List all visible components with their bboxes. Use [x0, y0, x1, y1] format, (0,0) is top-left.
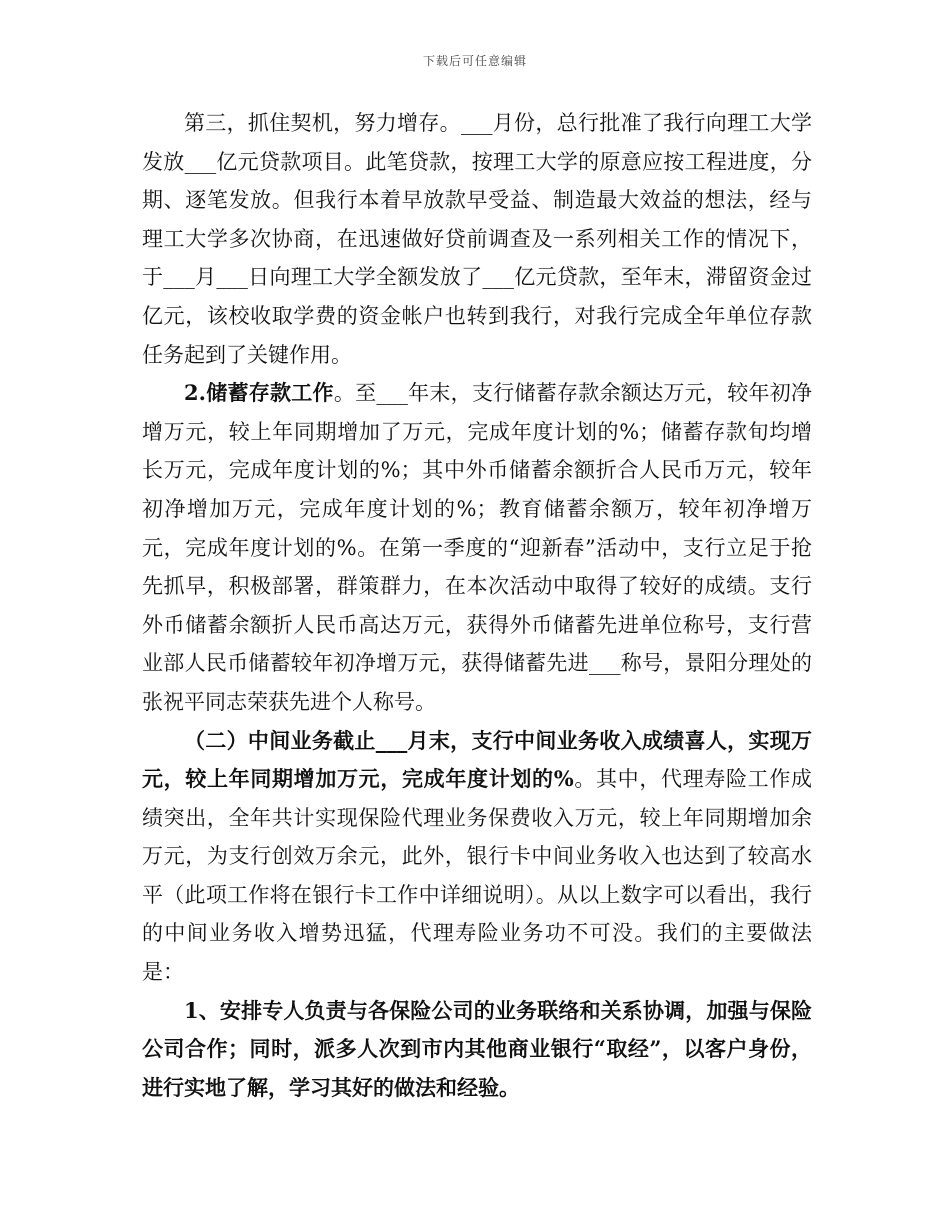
paragraph-measure-one: 1、安排专人负责与各保险公司的业务联络和关系协调，加强与保险公司合作；同时，派多人次到市内其他商业银行“取经”，以客户身份，进行实地了解，学习其好的做法和经验。: [142, 997, 812, 1100]
paragraph-unit-deposits: 第三，抓住契机，努力增存。___月份，总行批准了我行向理工大学发放___亿元贷款项目。此笔贷款，按理工大学的原意应按工程进度，分期、逐笔发放。但我行本着早放款早受益、制造最大效益的想法，经与理工大学多次协商，在迅速做好贷前调查及一系列相关工作的情况下，于___月___日向理工大学全额发放了___亿元贷款，至年末，滞留资金过亿元，该校收取学费的资金帐户也转到我行，对我行完成全年单位存款任务起到了关键作用。: [142, 111, 812, 367]
paragraph-heading-intermediate: （二）中间业务截止___月末，支行中间业务收入成绩喜人，实现万元，较上年同期增加万元，完成年度计划的%: [142, 727, 812, 792]
paragraph-savings-deposits: [142, 374, 812, 721]
paragraph-body-intermediate: 。其中，代理寿险工作成绩突出，全年共计实现保险代理业务保费收入万元，较上年同期增加余万元，为支行创效万余元，此外，银行卡中间业务收入也达到了较高水平（此项工作将在银行卡工作中详细说明）。从以上数字可以看出，我行的中间业务收入增势迅猛，代理寿险业务功不可没。我们的主要做法是：: [142, 767, 813, 985]
page-header: 下载后可任意编辑: [422, 54, 527, 68]
paragraph-body-savings: 。至___年末，支行储蓄存款余额达万元，较年初净增万元，较上年同期增加了万元，完成年度计划的%；储蓄存款旬均增长万元，完成年度计划的%；其中外币储蓄余额折合人民币万元，较年初净增加万元，完成年度计划的%；教育储蓄余额万，较年初净增万元，完成年度计划的%。在第一季度的“迎新春”活动中，支行立足于抢先抓早，积极部署，群策群力，在本次活动中取得了较好的成绩。支行外币储蓄余额折人民币高达万元，获得外币储蓄先进单位称号，支行营业部人民币储蓄较年初净增万元，获得储蓄先进___称号，景阳分理处的张祝平同志荣获先进个人称号。: [142, 381, 812, 714]
document-body: [142, 104, 812, 1107]
paragraph-intermediate-business: [142, 722, 812, 992]
paragraph-heading-savings: 2.储蓄存款工作: [184, 380, 334, 406]
